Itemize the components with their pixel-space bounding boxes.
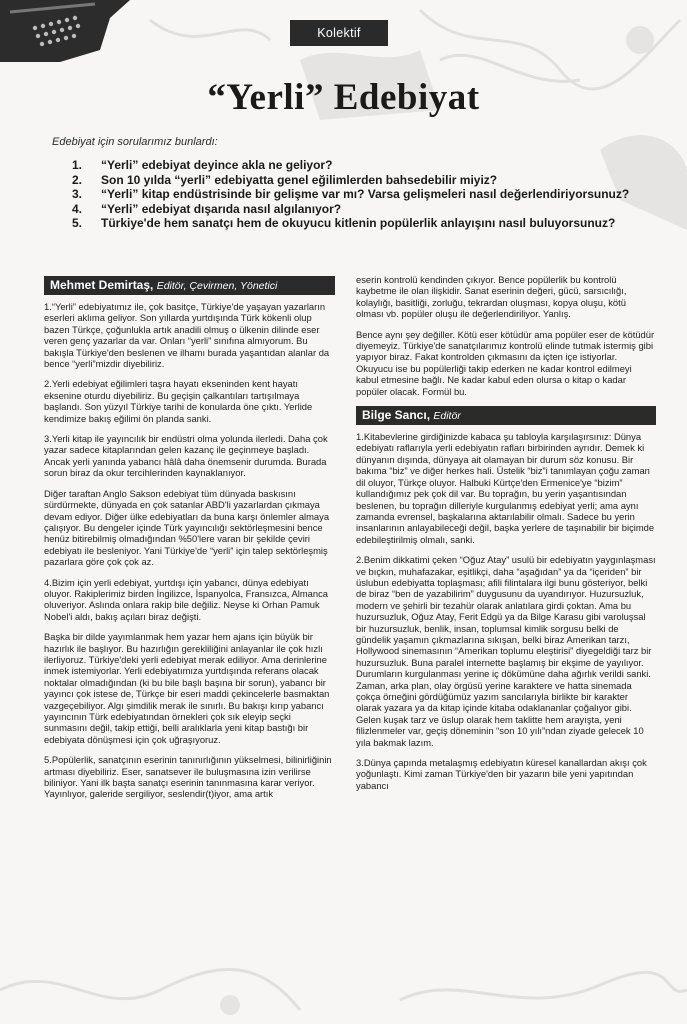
question-number: 5. bbox=[72, 216, 83, 230]
typewriter-icon bbox=[0, 0, 130, 62]
column-right bbox=[356, 274, 656, 800]
intro-text: Edebiyat için sorularımız bunlardı: bbox=[52, 136, 218, 148]
answer-paragraph: eserin kontrolü kendinden çıkıyor. Bence popülerlik bu kontrolü kaybetme ile olan ilişkidir. Sanat eserinin değeri, gücü, sarsıcılığı, kolaylığı, basitliği, zorluğu, tekrardan oluşması, kopya oluşu, kötü olması vb. popüler oluşu ile değerlendiriliyor. Yanlış. bbox=[356, 274, 627, 320]
question-number: 1. bbox=[72, 158, 83, 172]
question-item bbox=[72, 202, 632, 217]
author-role: Editör, Çevirmen, Yönetici bbox=[156, 280, 278, 292]
author-header-mehmet-demirtas bbox=[44, 276, 335, 295]
answer-paragraph: Bence aynı şey değiller. Kötü eser kötüdür ama popüler eser de kötüdür diyemeyiz. Türkiye'de sanatçılarımız kontrolü elinde tutmak istermiş gibi yapıyor biraz. Fakat kontrolden çıkmasını da içten içe istiyorlar. Okuyucu ise bu popülerliği takip ederken ne kadar kontrol edilmeyi kabul etmesine bağlı. Ne kadar kabul eden olursa o kitap o kadar popüler olacak. Formül bu. bbox=[356, 328, 655, 397]
author-header-bilge-sanci bbox=[356, 406, 656, 425]
author-role: Editör bbox=[433, 410, 461, 423]
answer-paragraph: 1.“Yerli” edebiyatımız ile, çok basitçe, Türkiye'de yaşayan yazarların eserleri aklıma geliyor. Son yıllarda yurtdışında Türk kökenli olup bazen Türkçe, çoğunlukla artık anadili olmuş o ülkenin dilinde eser veren genç yazarlar da var. Onları “yerli” sınıfına almıyorum. Bu bakışla Türkiye'den beslenen ve ilhamı burada yaşantıdan alanlar da bence “yerli”mizdir diyebiliriz. bbox=[44, 301, 330, 370]
answer-paragraph: 4.Bizim için yerli edebiyat, yurtdışı için yabancı, dünya edebiyatı oluyor. Rakiplerimiz birden İngilizce, İspanyolca, Fransızca, Almanca oluveriyor. Aslında onlara rakip bile değiliz. Neyse ki Orhan Pamuk Nobel'i aldı, bakış açıları biraz değişti. bbox=[44, 576, 328, 622]
answer-paragraph: Başka bir dilde yayımlanmak hem yazar hem ajans için büyük bir hazırlık ile başlıyor. Bu hazırlığın gerekliliğini anlayanlar ile çok hızlı ilerliyoruz. Türkiye'deki yerli edebiyat merak ediliyor. Ama derinlerine inmek istemiyorlar. Yerli edebiyatımıza yurtdışında referans olacak noktalar olmadığından (ki bu bile başlı başına bir sorun), yabancı bir yayıncı çok istese de, Türkçe bir eseri maddi çekincelerle basmaktan vazgeçebiliyor. Algı şimdilik merak ile sınırlı. Bu bakışı kırıp yabancı yayıncının Türk edebiyatından örnekleri çok sık eleyip seçki sunmasını değil, takip ettiği, belli aralıklarla yeni kitap bastığı bir edebiyata dönüşmesi için çok uğraşıyoruz. bbox=[44, 631, 330, 745]
author-name: Mehmet Demirtaş, bbox=[50, 278, 154, 292]
question-number: 2. bbox=[72, 172, 83, 187]
question-item bbox=[72, 216, 632, 231]
question-text: “Yerli” edebiyat dışarıda nasıl algılanıyor? bbox=[101, 201, 342, 216]
section-tag: Kolektif bbox=[290, 20, 388, 46]
answer-paragraph: 3.Yerli kitap ile yayıncılık bir endüstri olma yolunda ilerledi. Daha çok yazar sadece kitaplarından gelen kazanç ile geçinmeye başladı. Ancak yerli yanında yabancı hâlâ daha önemsenir durumda. Burada sorun biraz da okur tercihlerinden kaynaklanıyor. bbox=[44, 433, 328, 479]
question-number: 3. bbox=[72, 187, 83, 201]
answer-paragraph: 3.Dünya çapında metalaşmış edebiyatın küresel kanallardan akışı çok yoğunlaştı. Kimi zaman Türkiye'den bir yazarın bile yeni yapıtından yabancı bbox=[356, 757, 647, 791]
author-name: Bilge Sancı, bbox=[362, 408, 431, 423]
answer-paragraph: 2.Yerli edebiyat eğilimleri taşra hayatı ekseninden kent hayatı eksenine oturdu diyebiliriz. Bu geçişin çalkantıları tartışılmaya başlandı. Son yüzyıl Türkiye tarihi de konularda öne çıktı. Yerlide kendimize bakış eğilimi ön planda sanki. bbox=[44, 378, 313, 424]
answer-paragraph: 2.Benim dikkatimi çeken “Oğuz Atay” usulü bir edebiyatın yaygınlaşması ve bıçkın, muhafazakar, eşitlikçi, daha “aşağıdan” ya da “içeriden” bir üslubun edebiyatta toplaşması; afili filintalara ilgi bunu gösteriyor, belki de biraz “ben de yazabilirim” duygusunu da uyandırıyor. Huzursuzluk, modern ve şehirli bir tezahür olarak anlatılara girdi çoktan. Ama bu huzursuzluk, Oğuz Atay, Ferit Edgü ya da Bilge Karasu gibi varoluşsal bir huzursuzluk, benlik, insan, toplumsal kimlik sorgusu belki de gündelik yaşamın çıkmazlarına sıkışan, belki biraz Amerikan tarzı, Hollywood sinemasının “Amerikan toplumu eleştirisi” diyegeldiği tarz bir huzursuzluk. Buna paralel internette başlamış bir ekşime de yayılıyor. Durumların kurgulanması yerine iç dökümüne daha ağırlık verildi sanki. Zaman, arka plan, olay örgüsü yerine karaktere ve hatta sinemada çokça örneğini gördüğümüz yazım sancılarıyla birlikte bir karakter olarak yazara ya da kitap içinde kitaba odaklananlar çoğalıyor gibi. Gelen kuşak tarz ve üslup olarak hem taklitte hem arayışta, yeni filizlenmeler var, geçiş döneminin “son 10 yılı”ndan ziyade gelecek 10 yıla bakmak lazım. bbox=[356, 554, 656, 748]
page-title: “Yerli” Edebiyat bbox=[207, 77, 480, 118]
answer-paragraph: 5.Popülerlik, sanatçının eserinin tanınırlığının yükselmesi, bilinirliğinin artması diyebiliriz. Eser, sanatsever ile buluşmasına izin verilirse biliniyor. Yani ilk başta sanatçı eserinin tanınmasına karar veriyor. Yayınlıyor, galeride sergiliyor, seslendir(t)iyor, ama artık bbox=[44, 754, 332, 800]
question-number: 4. bbox=[72, 201, 83, 216]
question-text: Son 10 yılda “yerli” edebiyatta genel eğilimlerden bahsedebilir miyiz? bbox=[101, 172, 498, 187]
question-text: Türkiye'de hem sanatçı hem de okuyucu kitlenin popülerlik anlayışını nasıl buluyorsunuz? bbox=[101, 216, 616, 230]
column-left bbox=[44, 276, 335, 809]
question-item bbox=[72, 173, 632, 188]
questions-list bbox=[72, 158, 632, 231]
question-item bbox=[72, 158, 632, 173]
question-item bbox=[72, 187, 632, 202]
answer-paragraph: Diğer taraftan Anglo Sakson edebiyat tüm dünyada baskısını sürdürmekte, dünyada en çok satanlar ABD'li yazarlardan çıkmaya devam ediyor. Diğer ülke edebiyatları da buna karşı önlemler almaya çalışıyor. Bu dengeler içinde Türk yayıncılığı sektörleşmesini bence henüz bitirebilmiş olmadığından %50'lere varan bir şekilde çeviri edebiyatı ile besleniyor. Yani Türkiye'de “yerli” için talep sektörleşmiş pazarlara göre çok çok az. bbox=[44, 487, 330, 568]
question-text: “Yerli” edebiyat deyince akla ne geliyor? bbox=[101, 158, 333, 172]
answer-paragraph: 1.Kitabevlerine girdiğinizde kabaca şu tabloyla karşılaşırsınız: Dünya edebiyatı raflarıyla yerli edebiyatın rafları birbirinden ayrıdır. Demek ki dünyanın dışında, dünyaya ait olamayan bir durum söz konusu. Bir bakıma “biz” ve diğer herkes hali. Üstelik “biz”i tanımlayan çoğu zaman dil oluyor, Türkçe oluyor. Halbuki Kürtçe'den Ermenice'ye “bizim” kullandığımız pek çok dil var. Bu toprağın, bu yerin yaşantısından beslenen, bu toprağın dilleriyle kurgulanmış edebiyat yerli; ama aynı zamanda evrensel, başkalarına aktarılabilir olmalı. Sadece bu yerin insanlarının anlayabileceği değil, başka yerlere de taşınabilir bir biçimde edebileştirilmiş olmalı, sanki. bbox=[356, 431, 655, 545]
question-text: “Yerli” kitap endüstrisinde bir gelişme var mı? Varsa gelişmeleri nasıl değerlendiriyorsunuz? bbox=[101, 187, 630, 201]
